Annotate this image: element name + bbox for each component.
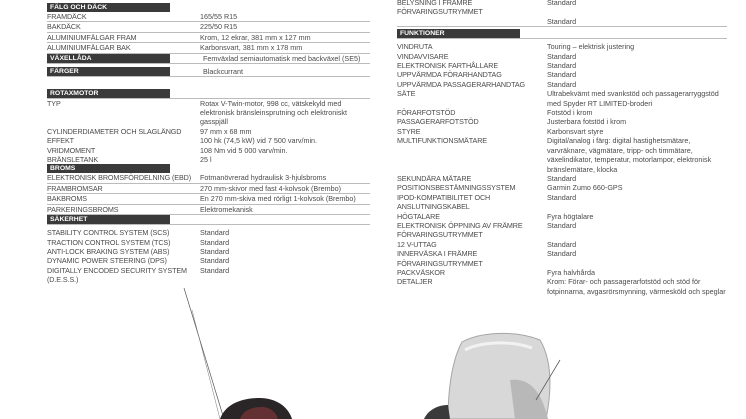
spec-label: IPOD-KOMPATIBILITET OCH ANSLUTNINGSKABEL <box>397 192 491 212</box>
spec-label: BRÄNSLETANK <box>47 155 99 165</box>
section-header-wheels: FÄLG OCH DÄCK <box>47 3 170 12</box>
spec-row <box>397 221 727 240</box>
spec-value: Standard <box>547 239 577 249</box>
section-header-brakes: BROMS <box>47 164 170 173</box>
spec-value: Standard <box>200 237 230 247</box>
spec-value: Fyra högtalare <box>547 211 594 221</box>
spec-label: BAKDÄCK <box>47 22 81 32</box>
spec-label: SÄTE <box>397 89 416 99</box>
spec-row <box>47 33 370 43</box>
spec-row <box>47 12 370 22</box>
spec-row <box>47 228 370 237</box>
pointer-line-2 <box>192 310 220 419</box>
spec-value: Justerbara fotstöd i krom <box>547 117 627 127</box>
spec-row <box>47 266 370 285</box>
spec-row <box>397 80 727 89</box>
spec-label: FRAMDÄCK <box>47 12 87 21</box>
spec-value: Standard <box>547 51 577 61</box>
spec-label: PACKVÄSKOR <box>397 267 445 277</box>
spec-label: DIGITALLY ENCODED SECURITY SYSTEM (D.E.S.S.) <box>47 265 187 285</box>
spec-label: EFFEKT <box>47 136 74 146</box>
spec-label: ELEKTRONISK ÖPPNING AV FRÄMRE FÖRVARINGSUTRYMMET <box>397 220 523 240</box>
spec-row <box>397 183 727 192</box>
spec-row <box>397 212 727 221</box>
spec-value: Elektromekanisk <box>200 204 253 214</box>
spec-value: 25 l <box>200 155 212 165</box>
functions-rows <box>397 42 727 296</box>
spec-value: Standard <box>547 16 577 26</box>
spec-label: DYNAMIC POWER STEERING (DPS) <box>47 256 167 266</box>
brakes-rows <box>47 173 370 215</box>
spec-value: Fyra halvhårda <box>547 267 595 277</box>
spec-value: Ultrabekvämt med svankstöd och passagerarryggstöd med Spyder RT LIMITED-broderi <box>547 89 719 108</box>
spec-value: Standard <box>200 246 230 256</box>
section-header-engine: ROTAXMOTOR <box>47 89 170 98</box>
safety-rows <box>47 228 370 284</box>
spec-row <box>397 0 727 17</box>
spec-row <box>47 247 370 256</box>
spec-label: INNERVÄSKA I FRÄMRE FÖRVARINGSUTRYMMET <box>397 249 483 268</box>
spec-row <box>397 240 727 249</box>
spec-label: BAKBROMS <box>47 194 87 204</box>
spec-row <box>47 184 370 194</box>
spec-value: Standard <box>547 173 577 183</box>
spec-value: Standard <box>547 249 577 259</box>
section-header-safety: SÄKERHET <box>47 215 170 224</box>
spec-value: Digital/analog i färg: digital hastighetsmätare, varvräknare, vägmätare, tripp- och timmätare, växelindikator, temperatur, motorlampor, elektronisk bränslemätare, klocka <box>547 136 712 174</box>
spec-row <box>47 127 370 136</box>
spec-value: Standard <box>547 61 577 71</box>
spec-label: BELYSNING I FRÄMRE FÖRVARINGSUTRYMMET <box>397 0 483 17</box>
spec-value: 225/50 R15 <box>200 22 238 32</box>
spec-row <box>397 193 727 212</box>
spec-row <box>47 173 370 183</box>
spec-row <box>47 146 370 155</box>
spec-label: STABILITY CONTROL SYSTEM (SCS) <box>47 228 170 238</box>
spec-value: Standard <box>547 0 577 7</box>
spec-label: PASSAGERARFOTSTÖD <box>397 117 479 127</box>
gearbox-value: Femväxlad semiautomatisk med backväxel (SE5) <box>203 53 361 63</box>
spec-label: FÖRARFOTSTÖD <box>397 108 456 118</box>
spec-value: Standard <box>547 70 577 80</box>
spec-value: Garmin Zumo 660-GPS <box>547 183 623 193</box>
spec-label: TYP <box>47 98 61 108</box>
spec-value: Rotax V-Twin-motor, 998 cc, vätskekyld med elektronisk bränsleinsprutning och elektroniskt gasspjäll <box>200 98 348 127</box>
spec-label: ELEKTRONISK FARTHÅLLARE <box>397 61 499 71</box>
section-header-functions: FUNKTIONER <box>397 29 520 38</box>
vehicle-illustration <box>180 280 580 419</box>
spec-label: PARKERINGSBROMS <box>47 204 119 214</box>
spec-value: Standard <box>200 256 230 266</box>
section-header-colors <box>47 67 370 76</box>
spec-label: UPPVÄRMDA FÖRARHANDTAG <box>397 70 502 80</box>
spec-value: 108 Nm vid 5 000 varv/min. <box>200 145 288 155</box>
spec-row <box>397 17 727 26</box>
spec-row <box>397 174 727 183</box>
spec-row <box>47 194 370 204</box>
wheels-rows <box>47 12 370 54</box>
spec-label: UPPVÄRMDA PASSAGERARHANDTAG <box>397 79 526 89</box>
spec-label: SEKUNDÄRA MÄTARE <box>397 173 472 183</box>
spec-value: Standard <box>547 79 577 89</box>
spec-label: CYLINDERDIAMETER OCH SLAGLÄNGD <box>47 126 182 136</box>
spec-label: ELEKTRONISK BROMSFÖRDELNING (EBD) <box>47 173 192 183</box>
colors-header-label: FÄRGER <box>47 67 170 76</box>
spec-label: HÖGTALARE <box>397 211 440 221</box>
spec-value: 100 hk (74,5 kW) vid 7 500 varv/min. <box>200 136 318 146</box>
spec-row <box>47 43 370 53</box>
spec-label: 12 V-UTTAG <box>397 239 437 249</box>
spec-row <box>397 277 727 296</box>
spec-label: STYRE <box>397 126 421 136</box>
spec-value: Fotstöd i krom <box>547 108 593 118</box>
colors-value: Blackcurrant <box>203 66 243 76</box>
spec-row <box>47 205 370 215</box>
spec-value: En 270 mm-skiva med rörligt 1-kolvsok (Brembo) <box>200 194 356 204</box>
spec-label: TRACTION CONTROL SYSTEM (TCS) <box>47 237 171 247</box>
spec-row <box>397 136 727 174</box>
spec-value: Karbonsvart styre <box>547 126 604 136</box>
spec-row <box>397 89 727 108</box>
spec-value: Fotmanövrerad hydraulisk 3-hjulsbroms <box>200 173 327 183</box>
spec-value: Krom, 12 ekrar, 381 mm x 127 mm <box>200 32 311 42</box>
spec-row <box>47 99 370 127</box>
spec-label: POSITIONSBESTÄMNINGSSYSTEM <box>397 183 516 193</box>
spec-row <box>397 52 727 61</box>
spec-value: 165/55 R15 <box>200 12 238 21</box>
section-header-gearbox <box>47 54 370 63</box>
spec-label: MULTIFUNKTIONSMÄTARE <box>397 136 487 146</box>
spec-label: VINDAVVISARE <box>397 51 449 61</box>
spec-row <box>47 155 370 164</box>
right-spec-column <box>397 0 727 296</box>
spec-value: Touring – elektrisk justering <box>547 42 635 52</box>
spec-value: 97 mm x 68 mm <box>200 126 252 136</box>
spec-row <box>397 61 727 70</box>
spec-value: Karbonsvart, 381 mm x 178 mm <box>200 43 303 53</box>
spec-value: Standard <box>547 192 577 202</box>
spec-value: Krom: Förar- och passagerarfotstöd och stöd för fotpinnarna, avgasrörsmynning, värmesköld och speglar <box>547 277 726 296</box>
engine-rows <box>47 98 370 165</box>
spec-label: DETALJER <box>397 277 433 287</box>
spec-label: VRIDMOMENT <box>47 145 96 155</box>
spec-row <box>397 249 727 268</box>
spec-label: VINDRUTA <box>397 42 433 52</box>
gearbox-header-label: VÄXELLÅDA <box>47 54 170 63</box>
spec-label: ALUMINIUMFÄLGAR BAK <box>47 43 131 53</box>
spec-value: 270 mm-skivor med fast 4-kolvsok (Brembo) <box>200 183 341 193</box>
pointer-line <box>184 288 224 419</box>
top-rows <box>397 0 727 26</box>
left-spec-column <box>47 0 370 285</box>
spec-label: ALUMINIUMFÄLGAR FRAM <box>47 32 137 42</box>
spec-row <box>397 42 727 51</box>
spec-label <box>397 17 547 26</box>
spec-label: ANTI-LOCK BRAKING SYSTEM (ABS) <box>47 246 170 256</box>
spec-value: Standard <box>200 228 230 238</box>
spec-row <box>47 136 370 145</box>
spec-label: FRAMBROMSAR <box>47 183 103 193</box>
spec-row <box>47 256 370 265</box>
spec-row <box>47 22 370 32</box>
spec-row <box>397 127 727 136</box>
spec-row <box>397 117 727 126</box>
spec-value: Standard <box>547 220 577 230</box>
spec-row <box>397 108 727 117</box>
spec-row <box>397 70 727 79</box>
spec-row <box>397 268 727 277</box>
spec-value: Standard <box>200 265 230 275</box>
spec-row <box>47 238 370 247</box>
